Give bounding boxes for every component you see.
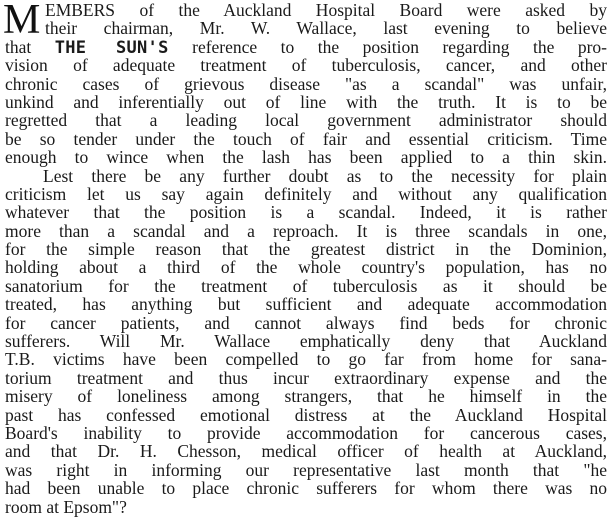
article-line: was right in informing our representative last month that "he bbox=[5, 459, 607, 480]
article-line: criticism let us say again definitely and without any qualification bbox=[5, 183, 607, 204]
article-line: treated, has anything but sufficient and adequate accommodation bbox=[5, 294, 607, 315]
article-line: for the simple reason that the greatest district in the Dominion, bbox=[5, 239, 607, 260]
article-line: past has confessed emotional distress at the Auckland Hospital bbox=[5, 404, 607, 425]
article-line: room at Epsom"? bbox=[5, 496, 127, 517]
article-line: sanatorium for the treatment of tuberculosis as it should be bbox=[5, 275, 607, 296]
article-line bbox=[5, 38, 607, 56]
article-line: sufferers. Will Mr. Wallace emphatically deny that Auckland bbox=[5, 331, 607, 352]
article-line: vision of adequate treatment of tuberculosis, cancer, and other bbox=[5, 55, 607, 76]
drop-cap: M bbox=[3, 0, 41, 43]
article-line: and that Dr. H. Chesson, medical officer of health at Auckland, bbox=[5, 441, 607, 462]
article-line: more than a scandal and a reproach. It is three scandals in one, bbox=[5, 220, 607, 241]
article-line: torium treatment and thus incur extraordinary expense and the bbox=[5, 367, 607, 388]
article-line: enough to wince when the lash has been applied to a thin skin. bbox=[5, 147, 607, 168]
article-line: had been unable to place chronic sufferers for whom there was no bbox=[5, 478, 607, 499]
article-line: holding about a third of the whole country's population, has no bbox=[5, 257, 607, 278]
article-line: Board's inability to provide accommodation for cancerous cases, bbox=[5, 422, 607, 443]
article-line: unkind and inferentially out of line with the truth. It is to be bbox=[5, 91, 607, 112]
article-line: EMBERS of the Auckland Hospital Board were asked by bbox=[45, 0, 607, 20]
article-line: Lest there be any further doubt as to the necessity for plain bbox=[43, 165, 607, 186]
line-pre: that bbox=[5, 36, 55, 57]
article-line: whatever that the position is a scandal. Indeed, it is rather bbox=[5, 202, 607, 223]
article-line: for cancer patients, and cannot always find beds for chronic bbox=[5, 312, 607, 333]
article-line: regretted that a leading local government administrator should bbox=[5, 110, 607, 131]
article-line: T.B. victims have been compelled to go far from home for sana- bbox=[5, 349, 607, 370]
article-line: misery of loneliness among strangers, that he himself in the bbox=[5, 386, 607, 407]
article-line: be so tender under the touch of fair and essential criticism. Time bbox=[5, 128, 607, 149]
article-line: their chairman, Mr. W. Wallace, last evening to believe bbox=[45, 18, 607, 39]
article-line: chronic cases of grievous disease "as a scandal" was unfair, bbox=[5, 73, 607, 94]
publication-name: THE SUN'S bbox=[54, 37, 169, 58]
line-post: reference to the position regarding the pro- bbox=[168, 36, 607, 57]
